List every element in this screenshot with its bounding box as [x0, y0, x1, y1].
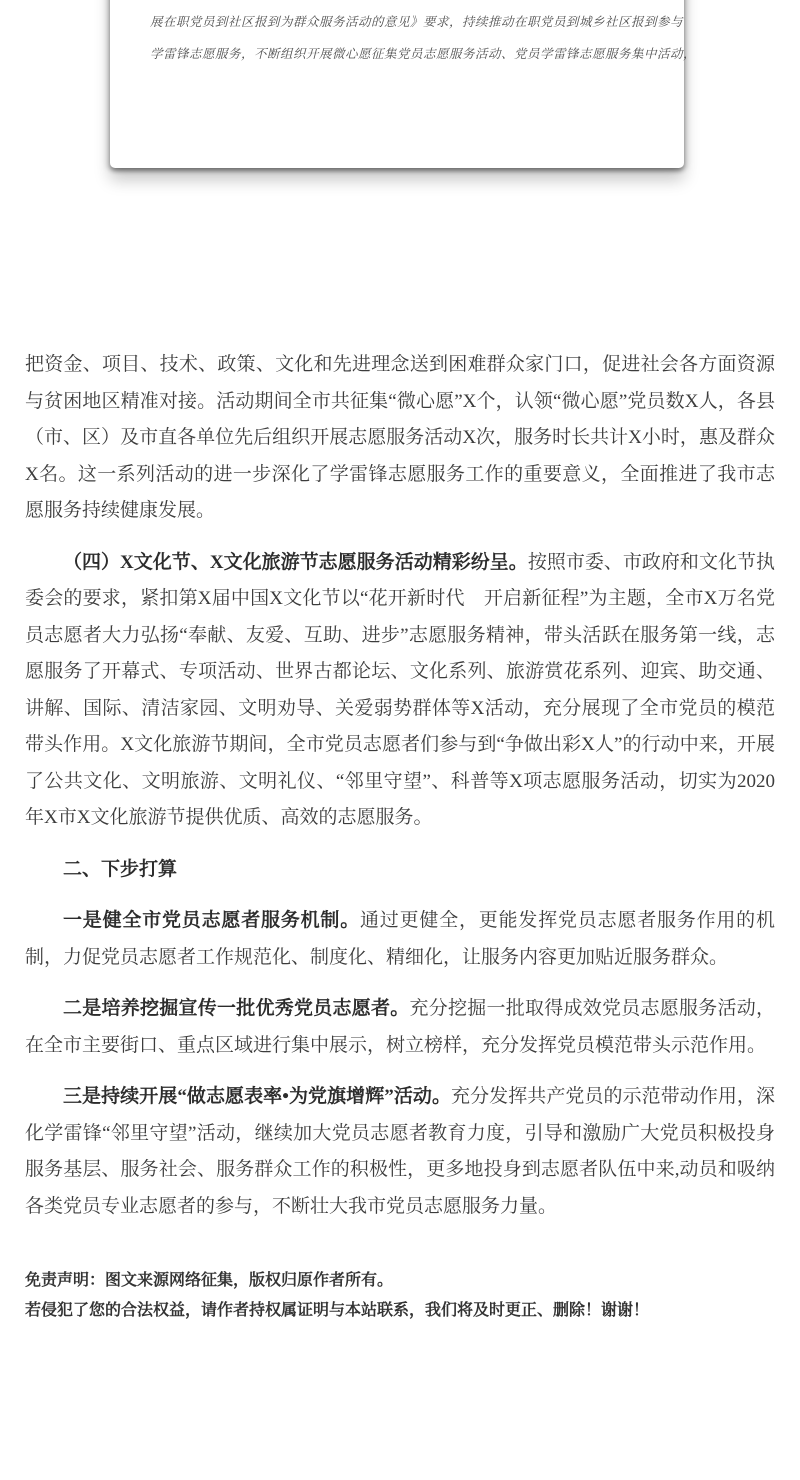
section-heading-next-steps: 二、下步打算 [63, 858, 178, 880]
paragraph-lead: 一是健全市党员志愿者服务机制。 [63, 910, 360, 931]
disclaimer-line-2: 若侵犯了您的合法权益，请作者持权属证明与本站联系，我们将及时更正、删除！谢谢！ [25, 1302, 650, 1319]
paragraph-text: 按照市委、市政府和文化节执委会的要求，紧扣第X届中国X文化节以“花开新时代 开启新征程”为主题，全市X万名党员志愿者大力弘扬“奉献、友爱、互助、进步”志愿服务精神，带头活跃在服务第一线，志愿服务了开幕式、专项活动、世界古都论坛、文化系列、旅游赏花系列、迎宾、助交通、讲解、国际、清洁家园、文明劝导、关爱弱势群体等X活动，充分展现了全市党员的模范带头作用。X文化旅游节期间，全市党员志愿者们参与到“争做出彩X人”的行动中来，开展了公共文化、文明旅游、文明礼仪、“邻里守望”、科普等X项志愿服务活动，切实为2020年X市X文化旅游节提供优质、高效的志愿服务。 [25, 551, 775, 828]
paragraph-lead: 三是持续开展“做志愿表率•为党旗增辉”活动。 [63, 1086, 452, 1107]
paper-text-line-2: 学雷锋志愿服务，不断组织开展微心愿征集党员志愿服务活动、党员学雷锋志愿服务集中活动， [150, 47, 697, 61]
paragraph-lead: （四）X文化节、X文化旅游节志愿服务活动精彩纷呈。 [63, 551, 528, 573]
paragraph-text: 把资金、项目、技术、政策、文化和先进理念送到困难群众家门口，促进社会各方面资源与贫困地区精准对接。活动期间全市共征集“微心愿”X个，认领“微心愿”党员数X人，各县（市、区）及市直各单位先后组织开展志愿服务活动X次，服务时长共计X小时，惠及群众X名。这一系列活动的进一步深化了学雷锋志愿服务工作的重要意义，全面推进了我市志愿服务持续健康发展。 [25, 354, 775, 521]
body-paragraph-point-2 [25, 991, 775, 1064]
disclaimer [25, 1266, 775, 1326]
paper-text-line-1: 展在职党员到社区报到为群众服务活动的意见》要求，持续推动在职党员到城乡社区报到参与 [150, 15, 684, 29]
paragraph-text: 充分挖掘一批取得成效党员志愿服务活动，在全市主要街口、重点区域进行集中展示，树立榜样，充分发挥党员模范带头示范作用。 [25, 998, 775, 1056]
body-paragraph-point-3 [25, 1079, 775, 1225]
paragraph-text: 通过更健全，更能发挥党员志愿者服务作用的机制，力促党员志愿者工作规范化、制度化、精细化，让服务内容更加贴近服务群众。 [25, 910, 775, 968]
paragraph-lead: 二是培养挖掘宣传一批优秀党员志愿者。 [63, 998, 410, 1019]
disclaimer-line-1: 免责声明：图文来源网络征集，版权归原作者所有。 [25, 1272, 394, 1289]
paper-text-block [110, 0, 697, 70]
paragraph-text: 充分发挥共产党员的示范带动作用，深化学雷锋“邻里守望”活动，继续加大党员志愿者教育力度，引导和激励广大党员积极投身服务基层、服务社会、服务群众工作的积极性，更多地投身到志愿者队伍中来,动员和吸纳各类党员专业志愿者的参与，不断壮大我市党员志愿服务力量。 [25, 1086, 775, 1217]
paper-preview-card [110, 0, 697, 168]
body-paragraph-continuation [25, 347, 775, 530]
body-paragraph-section-4 [25, 545, 775, 837]
article-body [25, 347, 775, 1240]
body-paragraph-point-1 [25, 903, 775, 976]
